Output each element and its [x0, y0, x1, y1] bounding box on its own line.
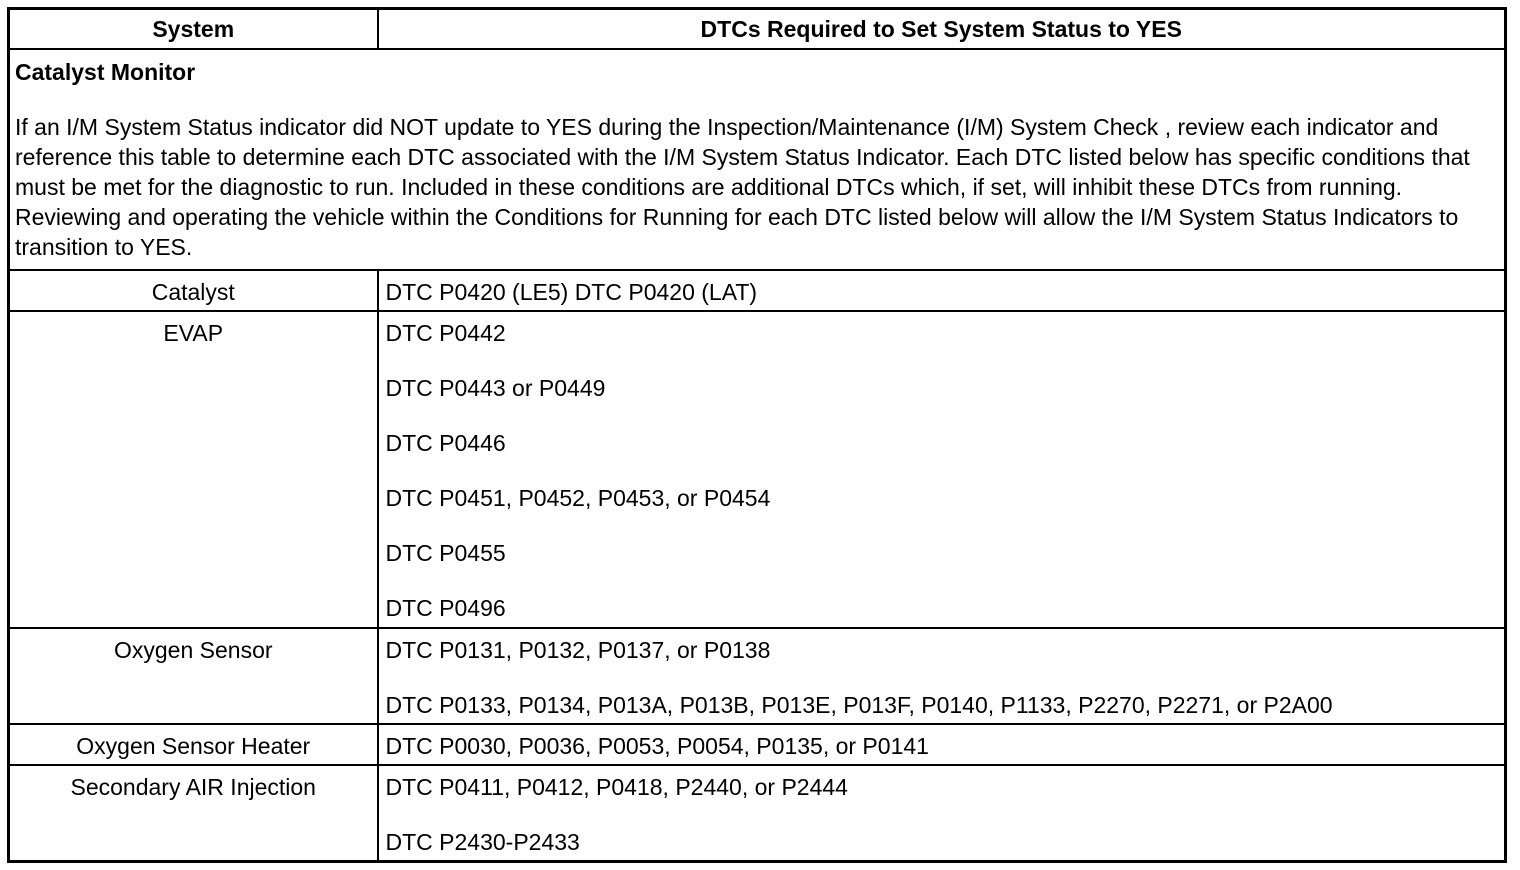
section-row [9, 49, 1506, 270]
dtc-requirements-table [7, 7, 1507, 863]
table-row [9, 270, 1506, 311]
system-cell: Catalyst [9, 270, 378, 311]
dtc-cell [378, 311, 1506, 628]
system-cell: Oxygen Sensor [9, 628, 378, 724]
dtc-entry: DTC P0443 or P0449 [385, 375, 606, 402]
system-cell: Oxygen Sensor Heater [9, 724, 378, 765]
section-cell [9, 49, 1506, 270]
dtc-entry: DTC P0133, P0134, P013A, P013B, P013E, P013F, P0140, P1133, P2270, P2271, or P2A00 [385, 691, 1333, 718]
table-row [9, 311, 1506, 628]
dtc-entry: DTC P0446 [385, 430, 506, 457]
dtc-cell [378, 628, 1506, 724]
system-cell: EVAP [9, 311, 378, 628]
dtc-entry: DTC P0496 [385, 595, 506, 622]
dtc-cell [378, 765, 1506, 862]
table-row [9, 724, 1506, 765]
table-row [9, 628, 1506, 724]
dtc-entry: DTC P2430-P2433 [385, 828, 580, 855]
table-row [9, 765, 1506, 862]
header-dtcs: DTCs Required to Set System Status to YES [378, 9, 1506, 50]
dtc-cell [378, 724, 1506, 765]
dtc-entry: DTC P0411, P0412, P0418, P2440, or P2444 [385, 773, 848, 800]
section-title: Catalyst Monitor [15, 59, 196, 85]
dtc-entry: DTC P0442 [385, 320, 506, 347]
dtc-entry: DTC P0420 (LE5) DTC P0420 (LAT) [385, 279, 758, 305]
dtc-cell [378, 270, 1506, 311]
dtc-entry: DTC P0131, P0132, P0137, or P0138 [385, 636, 771, 663]
dtc-entry: DTC P0451, P0452, P0453, or P0454 [385, 485, 771, 512]
dtc-entry: DTC P0030, P0036, P0053, P0054, P0135, or P0141 [385, 732, 929, 759]
header-system: System [9, 9, 378, 50]
dtc-entry: DTC P0455 [385, 540, 506, 567]
section-description: If an I/M System Status indicator did NOT update to YES during the Inspection/Maintenance (I/M) System Check , review each indicator and reference this table to determine each DTC associated with the I/M System Status Indicator. Each DTC listed below has specific conditions that must be met for the diagnostic to run. Included in these conditions are additional DTCs which, if set, will inhibit these DTCs from running. Reviewing and operating the vehicle within the Conditions for Running for each DTC listed below will allow the I/M System Status Indicators to transition to YES. [15, 114, 1470, 260]
header-row [9, 9, 1506, 50]
system-cell: Secondary AIR Injection [9, 765, 378, 862]
